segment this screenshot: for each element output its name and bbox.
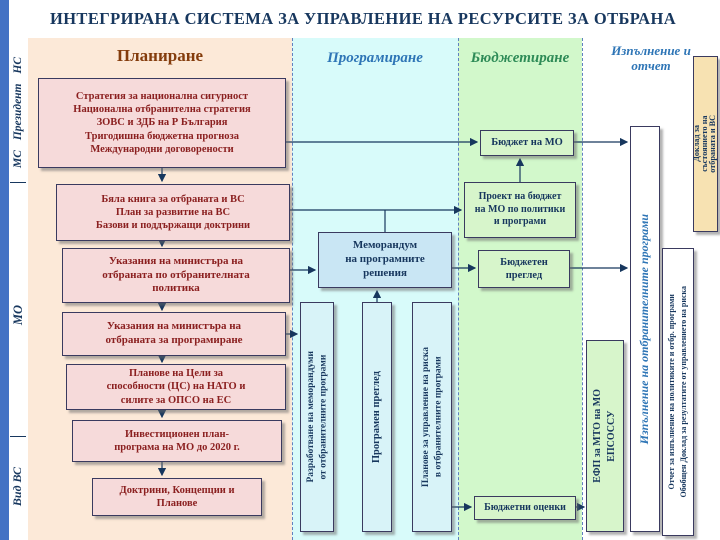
defence-policy-guidance-text: Указания на министъра на отбраната по отбранителната политика (102, 254, 250, 295)
doctrines-text: Доктрини, Концепции и Планове (119, 484, 235, 509)
budget-estimates-box (474, 496, 576, 520)
column-separator-3 (582, 38, 583, 540)
side-label-mod (8, 282, 28, 348)
programming-guidance-box (62, 312, 286, 356)
budget-review-box (478, 250, 570, 288)
state-of-defence-report-box (693, 56, 718, 232)
side-label-services (8, 442, 28, 532)
capability-goals-box (66, 364, 286, 410)
capability-goals-text: Планове на Цели за способности (ЦС) на НАТО и силите за ОПСО на ЕС (106, 368, 246, 406)
program-review-box (362, 302, 392, 532)
investment-plan-box (72, 420, 282, 462)
memoranda-development-text: Разработване на меморандуми от отбранителните програми (305, 351, 328, 483)
budget-estimates-text: Бюджетни оценки (484, 501, 566, 513)
side-divider-2 (10, 436, 26, 437)
column-separator-2 (458, 38, 459, 540)
risk-management-plans-box (412, 302, 452, 532)
page-title: ИНТЕГРИРАНА СИСТЕМА ЗА УПРАВЛЕНИЕ НА РЕСУРСИТЕ ЗА ОТБРАНА (49, 9, 677, 28)
defence-policy-guidance-box (62, 248, 290, 303)
memorandum-box (318, 232, 452, 288)
column-separator-1 (292, 38, 293, 540)
strategy-documents-text: Стратегия за национална сигурност Национална отбранителна стратегия ЗОВС и ЗДБ на Р България Тригодишна бюджетна прогноза Международни договорености (73, 91, 251, 155)
efp-text: ЕФП за МТО на МО ЕПСОССУ (592, 389, 617, 483)
side-label-government-text: МС Президент НС (11, 56, 24, 168)
mo-budget-box (480, 130, 574, 156)
white-book-text: Бяла книга за отбраната и ВС План за развитие на ВС Базови и поддържащи доктрини (95, 193, 251, 232)
memorandum-text: Меморандум на програмните решения (345, 239, 425, 279)
programming-guidance-text: Указания на министъра на отбраната за програмиране (105, 320, 243, 346)
white-book-box (56, 184, 290, 241)
side-divider-1 (10, 182, 26, 183)
program-execution-box (630, 126, 660, 532)
draft-budget-text: Проект на бюджет на МО по политики и програми (474, 191, 566, 228)
strategy-documents-box (38, 78, 286, 168)
risk-management-plans-text: Планове за управление на риска в отбранителните програми (420, 346, 443, 488)
doctrines-box (92, 478, 262, 516)
budget-review-text: Бюджетен преглед (500, 256, 548, 281)
programming-column-header: Програмиране (327, 50, 423, 66)
side-label-mod-text: МО (10, 304, 25, 326)
execution-reports-box (662, 248, 694, 536)
budgeting-column-bg (458, 38, 582, 540)
planning-column-header: Планиране (116, 46, 204, 65)
side-label-government (8, 42, 28, 182)
investment-plan-text: Инвестиционен план- програма на МО до 2020 г. (114, 428, 240, 453)
memoranda-development-box (300, 302, 334, 532)
side-label-services-text: Вид ВС (10, 467, 25, 507)
efp-box (586, 340, 624, 532)
mo-budget-text: Бюджет на МО (491, 137, 563, 149)
state-of-defence-report-text: Доклад за състоянието на отбраната и ВС (692, 115, 718, 173)
program-execution-text: Изпълнение на отбранителните програми (637, 213, 652, 445)
program-review-text: Програмен преглед (371, 370, 383, 464)
execution-column-header: Изпълнение и отчет (611, 43, 691, 73)
budgeting-column-header: Бюджетиране (470, 50, 570, 66)
execution-reports-text: Отчет за изпълнение на политиките и отбр. програми Обобщен Доклад за резултатите от управлението на риска (667, 286, 688, 498)
draft-budget-box (464, 182, 576, 238)
